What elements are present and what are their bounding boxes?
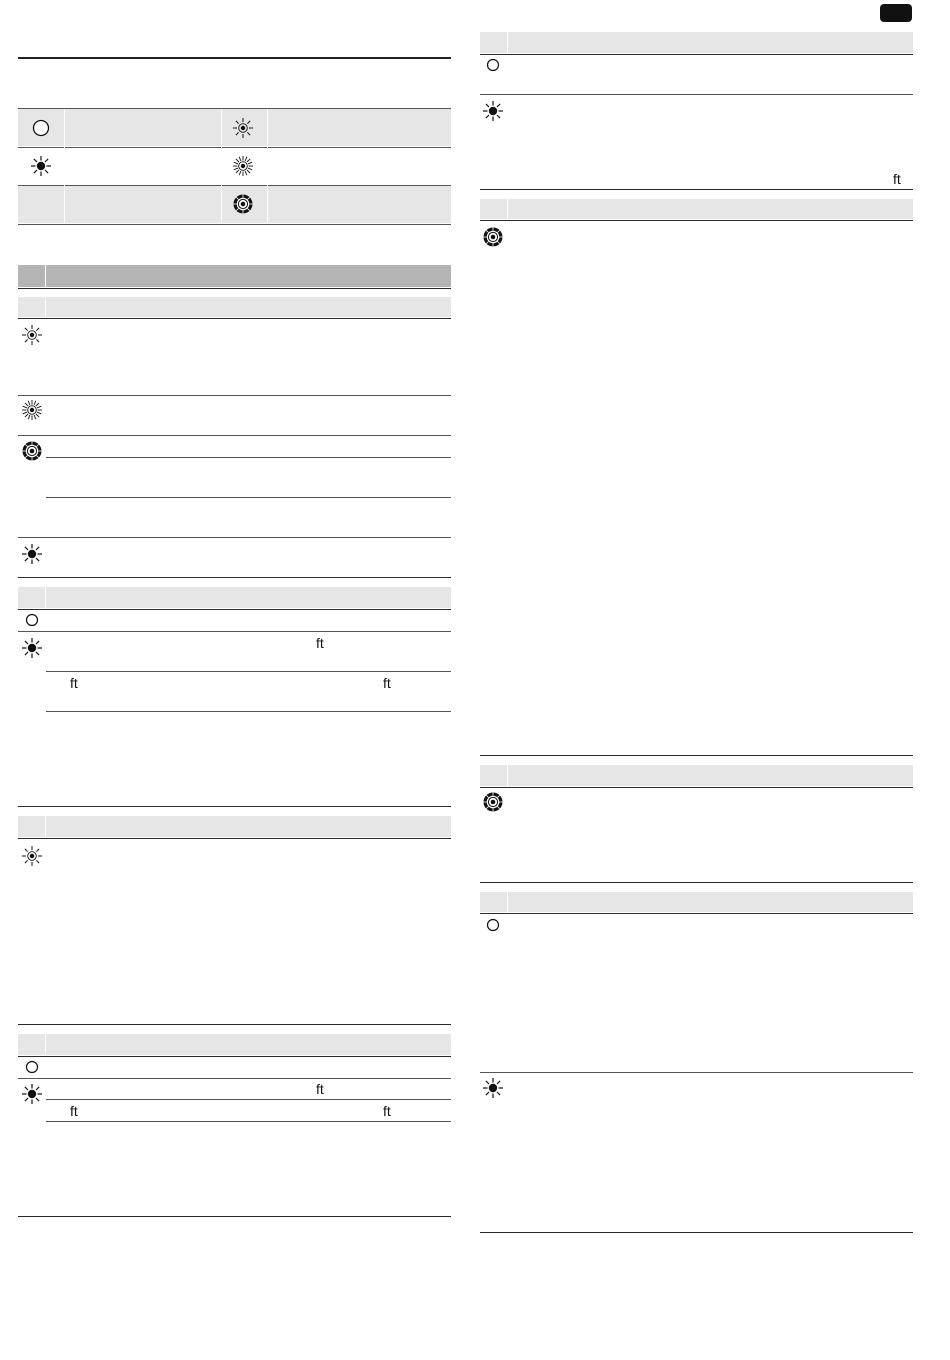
unit-ft-label: ft [383,675,391,691]
table-rule [480,220,913,221]
table-header-divider [507,199,508,219]
table-rule [18,1056,451,1057]
led-off-icon [21,1056,43,1078]
language-badge [880,4,912,22]
table-subrule [46,1099,451,1100]
led-flicker-icon [232,193,254,215]
led-on-icon [21,1083,43,1105]
led-slow-blink-icon [21,845,43,867]
table-header-divider [45,587,46,608]
led-fast-blink-icon [232,155,254,177]
unit-ft-label: ft [70,1103,78,1119]
unit-ft-label: ft [383,1103,391,1119]
led-on-icon [21,637,43,659]
table-subrule [46,497,451,498]
legend-rule [18,147,451,148]
table-rule [480,94,913,95]
legend-divider [267,109,268,224]
led-off-icon [30,117,52,139]
table-rule [18,806,451,807]
table-header-divider [45,297,46,317]
table-subrule [46,1121,451,1122]
table-header-divider [507,892,508,912]
table-subrule [46,457,451,458]
table-rule [18,577,451,578]
led-fast-blink-icon [21,399,43,421]
table-rule [480,189,913,190]
table-rule [18,631,451,632]
table-rule [480,787,913,788]
section-header-divider [45,265,46,287]
table-rule [18,1216,451,1217]
table-rule [18,1024,451,1025]
table-header-shade [480,32,913,53]
table-rule [18,537,451,538]
table-rule [480,913,913,914]
title-rule [18,57,451,59]
led-slow-blink-icon [232,117,254,139]
led-off-icon [21,609,43,631]
table-rule [18,1078,451,1079]
led-flicker-icon [482,791,504,813]
table-rule [480,54,913,55]
legend-divider [221,109,222,224]
table-subrule [46,711,451,712]
unit-ft-label: ft [70,675,78,691]
table-rule [18,609,451,610]
table-subrule [46,671,451,672]
led-flicker-icon [482,226,504,248]
led-on-icon [482,100,504,122]
led-off-icon [482,914,504,936]
table-header-shade [480,199,913,219]
table-header-divider [45,1034,46,1055]
led-slow-blink-icon [21,324,43,346]
table-header-divider [45,816,46,837]
section-header-bar [18,265,451,287]
led-flicker-icon [21,440,43,462]
section-rule [18,288,451,289]
led-on-icon [30,155,52,177]
table-header-divider [507,32,508,53]
table-header-shade [18,297,451,317]
table-rule [480,755,913,756]
table-header-shade [480,765,913,786]
table-rule [480,882,913,883]
legend-divider [64,109,65,224]
table-rule [480,1072,913,1073]
table-rule [480,1232,913,1233]
table-rule [18,318,451,319]
table-rule [18,838,451,839]
table-header-shade [480,892,913,912]
unit-ft-label: ft [316,1081,324,1097]
table-header-shade [18,587,451,608]
unit-ft-label: ft [316,635,324,651]
led-off-icon [482,54,504,76]
table-header-shade [18,1034,451,1055]
unit-ft-label: ft [893,171,901,187]
led-on-icon [482,1077,504,1099]
table-rule [18,395,451,396]
table-header-shade [18,816,451,837]
led-on-icon [21,543,43,565]
table-rule [18,435,451,436]
legend-rule [18,224,451,225]
table-header-divider [507,765,508,786]
